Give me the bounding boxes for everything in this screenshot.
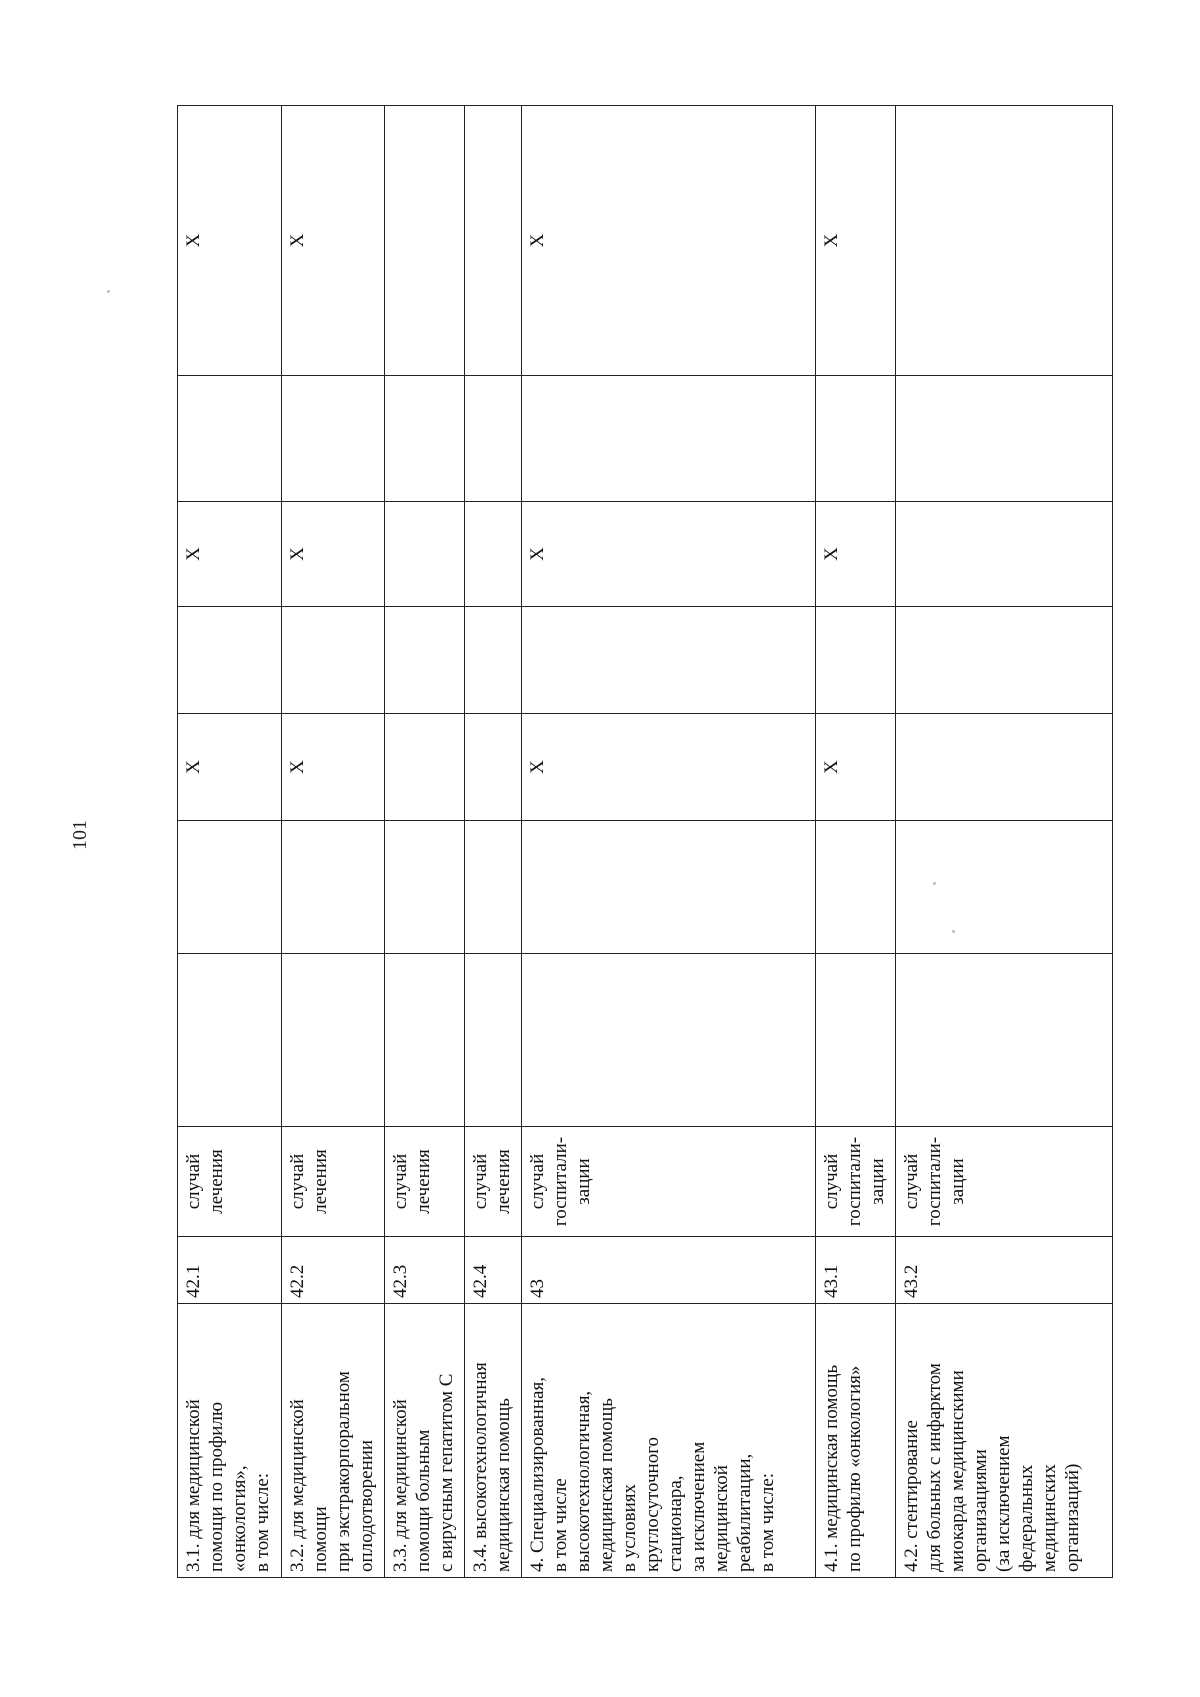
scan-speck	[107, 290, 110, 293]
value-cell	[896, 502, 1113, 607]
value-cell	[896, 106, 1113, 376]
value-cell	[896, 376, 1113, 502]
value-cell	[896, 714, 1113, 821]
value-cell	[816, 821, 896, 954]
row-name-cell: 4.1. медицинская помощь по профилю «онкология»	[816, 1304, 896, 1578]
unit-cell: случай госпитали- зации	[521, 1127, 816, 1237]
indicators-table	[177, 105, 1113, 1578]
unit-cell: случай лечения	[465, 1127, 521, 1237]
value-cell	[385, 954, 465, 1127]
value-cell	[385, 607, 465, 714]
row-number-cell: 43.1	[816, 1237, 896, 1304]
row-number-cell: 42.1	[178, 1237, 282, 1304]
row-number-cell: 43.2	[896, 1237, 1113, 1304]
value-cell	[521, 607, 816, 714]
table-row	[896, 106, 1113, 1578]
value-cell	[178, 376, 282, 502]
row-number-cell: 43	[521, 1237, 816, 1304]
table-row	[178, 106, 282, 1578]
table-row	[465, 106, 521, 1578]
value-cell	[385, 714, 465, 821]
value-cell	[178, 821, 282, 954]
unit-cell: случай госпитали- зации	[816, 1127, 896, 1237]
value-cell	[281, 954, 385, 1127]
value-cell	[816, 607, 896, 714]
value-cell	[385, 821, 465, 954]
row-number-cell: 42.4	[465, 1237, 521, 1304]
value-cell	[385, 106, 465, 376]
value-cell: X	[178, 502, 282, 607]
value-cell	[465, 821, 521, 954]
value-cell	[465, 954, 521, 1127]
row-name-cell: 4. Специализированная, в том числе высокотехнологичная, медицинская помощь в условиях круглосуточного стационара, за исключением медицинской реабилитации, в том числе:	[521, 1304, 816, 1578]
unit-cell: случай лечения	[281, 1127, 385, 1237]
value-cell	[281, 607, 385, 714]
row-name-cell: 3.4. высокотехнологичная медицинская помощь	[465, 1304, 521, 1578]
table-row	[816, 106, 896, 1578]
value-cell: X	[816, 502, 896, 607]
value-cell	[385, 376, 465, 502]
value-cell	[178, 954, 282, 1127]
value-cell	[465, 376, 521, 502]
row-number-cell: 42.3	[385, 1237, 465, 1304]
value-cell	[521, 954, 816, 1127]
value-cell	[521, 821, 816, 954]
value-cell	[281, 821, 385, 954]
value-cell	[896, 954, 1113, 1127]
value-cell: X	[521, 502, 816, 607]
table-row	[281, 106, 385, 1578]
unit-cell: случай лечения	[385, 1127, 465, 1237]
page-number: 101	[69, 820, 91, 850]
table-row	[385, 106, 465, 1578]
value-cell	[521, 376, 816, 502]
value-cell	[465, 714, 521, 821]
value-cell	[816, 954, 896, 1127]
value-cell	[465, 502, 521, 607]
value-cell: X	[178, 106, 282, 376]
value-cell	[816, 376, 896, 502]
value-cell	[465, 607, 521, 714]
row-name-cell: 4.2. стентирование для больных с инфарктом миокарда медицинскими организациями (за исключением федеральных медицинских организаций)	[896, 1304, 1113, 1578]
row-name-cell: 3.1. для медицинской помощи по профилю «онкология», в том числе:	[178, 1304, 282, 1578]
value-cell	[896, 821, 1113, 954]
value-cell: X	[281, 106, 385, 376]
value-cell: X	[281, 502, 385, 607]
value-cell: X	[816, 106, 896, 376]
value-cell: X	[281, 714, 385, 821]
row-number-cell: 42.2	[281, 1237, 385, 1304]
value-cell	[281, 376, 385, 502]
unit-cell: случай лечения	[178, 1127, 282, 1237]
row-name-cell: 3.3. для медицинской помощи больным с вирусным гепатитом С	[385, 1304, 465, 1578]
value-cell	[465, 106, 521, 376]
row-name-cell: 3.2. для медицинской помощи при экстракорпоральном оплодотворении	[281, 1304, 385, 1578]
unit-cell: случай госпитали- зации	[896, 1127, 1113, 1237]
value-cell: X	[178, 714, 282, 821]
value-cell: X	[521, 714, 816, 821]
table-row	[521, 106, 816, 1578]
value-cell	[385, 502, 465, 607]
value-cell	[896, 607, 1113, 714]
value-cell: X	[816, 714, 896, 821]
rotated-table-container	[177, 106, 1113, 1578]
value-cell: X	[521, 106, 816, 376]
value-cell	[178, 607, 282, 714]
